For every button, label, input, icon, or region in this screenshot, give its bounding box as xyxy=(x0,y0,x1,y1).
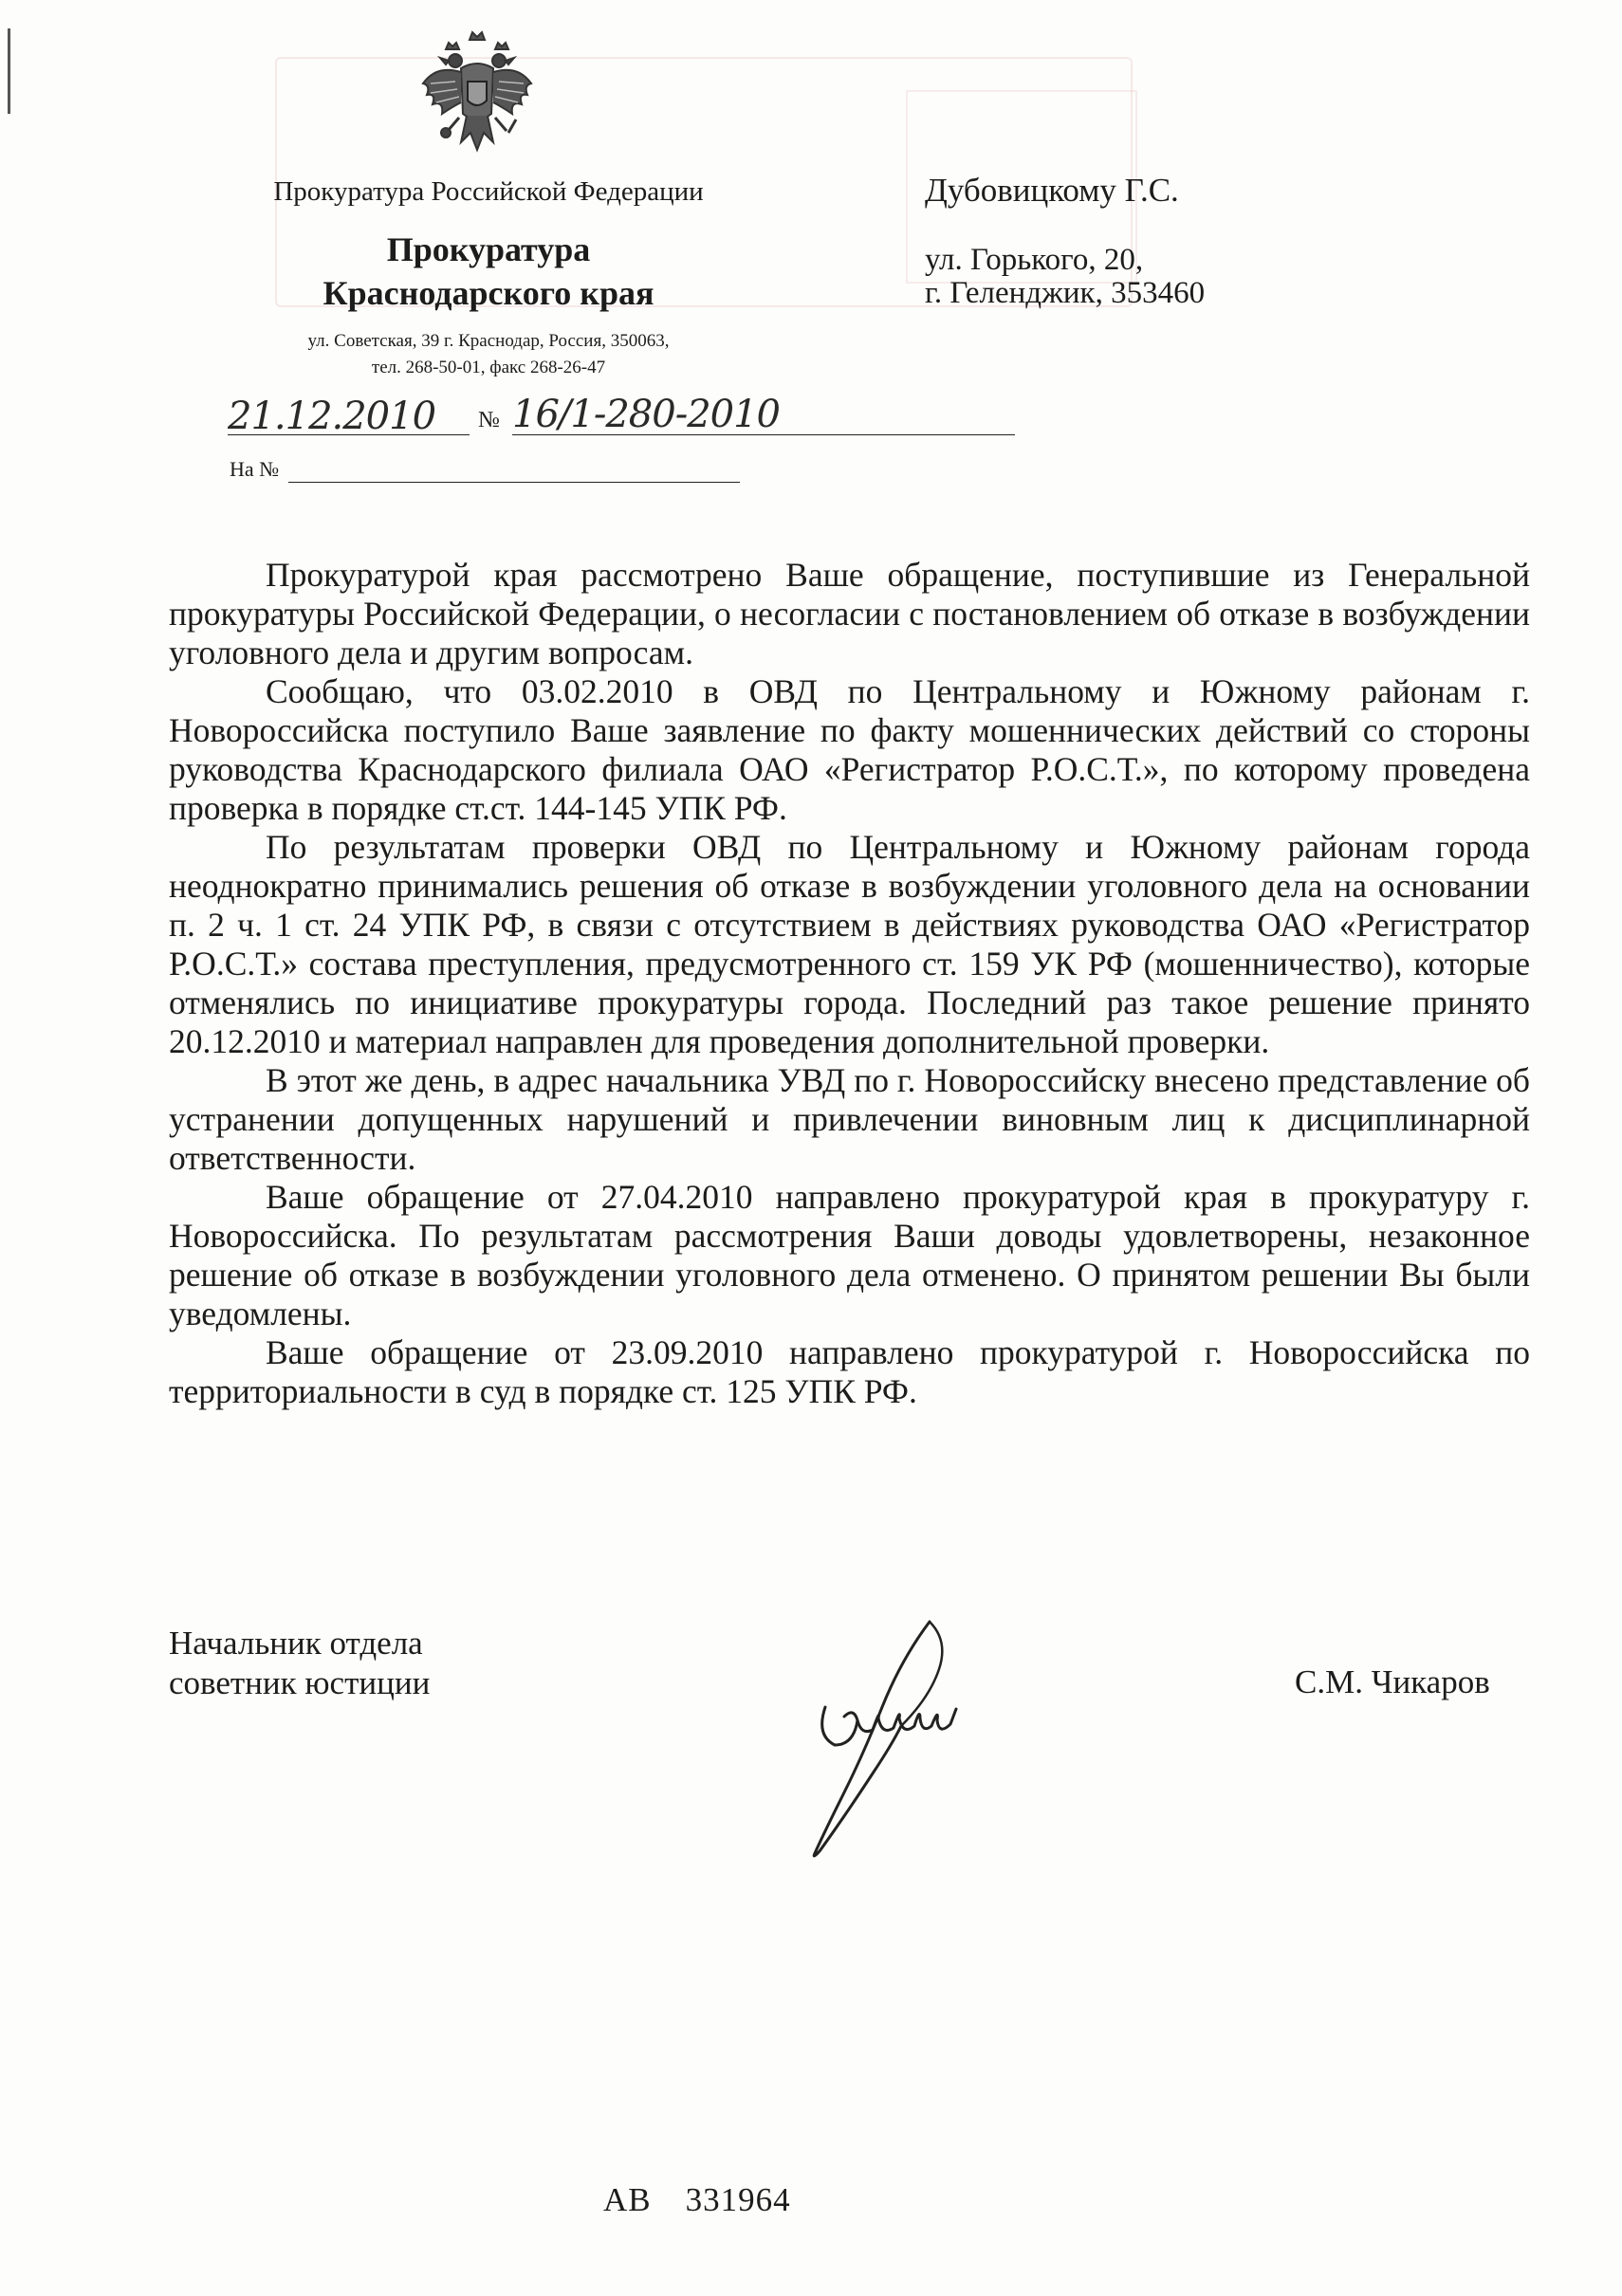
addressee-city: г. Геленджик, 353460 xyxy=(925,276,1206,310)
addressee-name: Дубовицкому Г.С. xyxy=(925,172,1179,209)
letterhead-address xyxy=(180,328,797,381)
letterhead-address-line-2: тел. 268-50-01, факс 268-26-47 xyxy=(371,358,606,377)
number-label: № xyxy=(478,408,500,432)
signatory-title-line-1: Начальник отдела xyxy=(169,1625,423,1662)
body-paragraph-4: В этот же день, в адрес начальника УВД по г. Новороссийску внесено представление об устранении допущенных нарушений и привлечении виновным лиц к дисциплинарной ответственности. xyxy=(169,1061,1530,1177)
date-underline xyxy=(228,434,470,435)
body-paragraph-3: По результатам проверки ОВД по Центральному и Южному районам города неоднократно принимались решения об отказе в возбуждении уголовного дела на основании п. 2 ч. 1 ст. 24 УПК РФ, в связи с отсутствием в действиях руководства ОАО «Регистратор Р.О.С.Т.» состава преступления, предусмотренного ст. 159 УК РФ (мошенничество), которые отменялись по инициативе прокуратуры города. Последний раз такое решение принято 20.12.2010 и материал направлен для проведения дополнительной проверки. xyxy=(169,828,1530,1060)
reference-label: На № xyxy=(230,457,280,481)
letterhead-address-line-1: ул. Советская, 39 г. Краснодар, Россия, 350063, xyxy=(307,331,670,351)
russian-double-headed-eagle-icon xyxy=(417,27,537,159)
letter-body xyxy=(169,556,1530,1411)
handwritten-date: 21.12.2010 xyxy=(228,395,436,438)
signatory-title-line-2: советник юстиции xyxy=(169,1664,431,1701)
letterhead-title-line-2: Краснодарского края xyxy=(323,274,654,312)
addressee-street: ул. Горького, 20, xyxy=(925,243,1144,277)
signatory-title xyxy=(169,1624,430,1703)
date-number-row xyxy=(228,393,797,444)
form-series: АВ xyxy=(603,2181,652,2218)
body-paragraph-5: Ваше обращение от 27.04.2010 направлено прокуратурой края в прокуратуру г. Новороссийска. По результатам рассмотрения Ваши доводы удовлетворены, незаконное решение об отказе в возбуждении уголовного дела отменено. О принятом решении Вы были уведомлены. xyxy=(169,1178,1530,1332)
reference-row xyxy=(230,453,742,486)
form-number: 331964 xyxy=(685,2181,791,2218)
reference-underline xyxy=(288,482,740,483)
scan-edge-mark xyxy=(8,28,10,114)
handwritten-signature-icon xyxy=(787,1603,1015,1887)
signatory-name: С.М. Чикаров xyxy=(1295,1663,1490,1700)
body-paragraph-6: Ваше обращение от 23.09.2010 направлено прокуратурой г. Новороссийска по территориальности в суд в порядке ст. 125 УПК РФ. xyxy=(169,1333,1530,1410)
letterhead-title xyxy=(180,228,797,315)
body-paragraph-1: Прокуратурой края рассмотрено Ваше обращение, поступившие из Генеральной прокуратуры Российской Федерации, о несогласии с постановлением об отказе в возбуждении уголовного дела и другим вопросам. xyxy=(169,556,1530,671)
number-underline xyxy=(512,434,1015,435)
form-serial xyxy=(603,2181,791,2219)
handwritten-number: 16/1-280-2010 xyxy=(512,393,780,436)
letterhead-line-1: Прокуратура Российской Федерации xyxy=(273,176,704,207)
body-paragraph-2: Сообщаю, что 03.02.2010 в ОВД по Центральному и Южному районам г. Новороссийска поступило Ваше заявление по факту мошеннических действий со стороны руководства Краснодарского филиала ОАО «Регистратор Р.О.С.Т.», по которому проведена проверка в порядке ст.ст. 144-145 УПК РФ. xyxy=(169,672,1530,827)
letterhead-title-line-1: Прокуратура xyxy=(386,230,591,268)
